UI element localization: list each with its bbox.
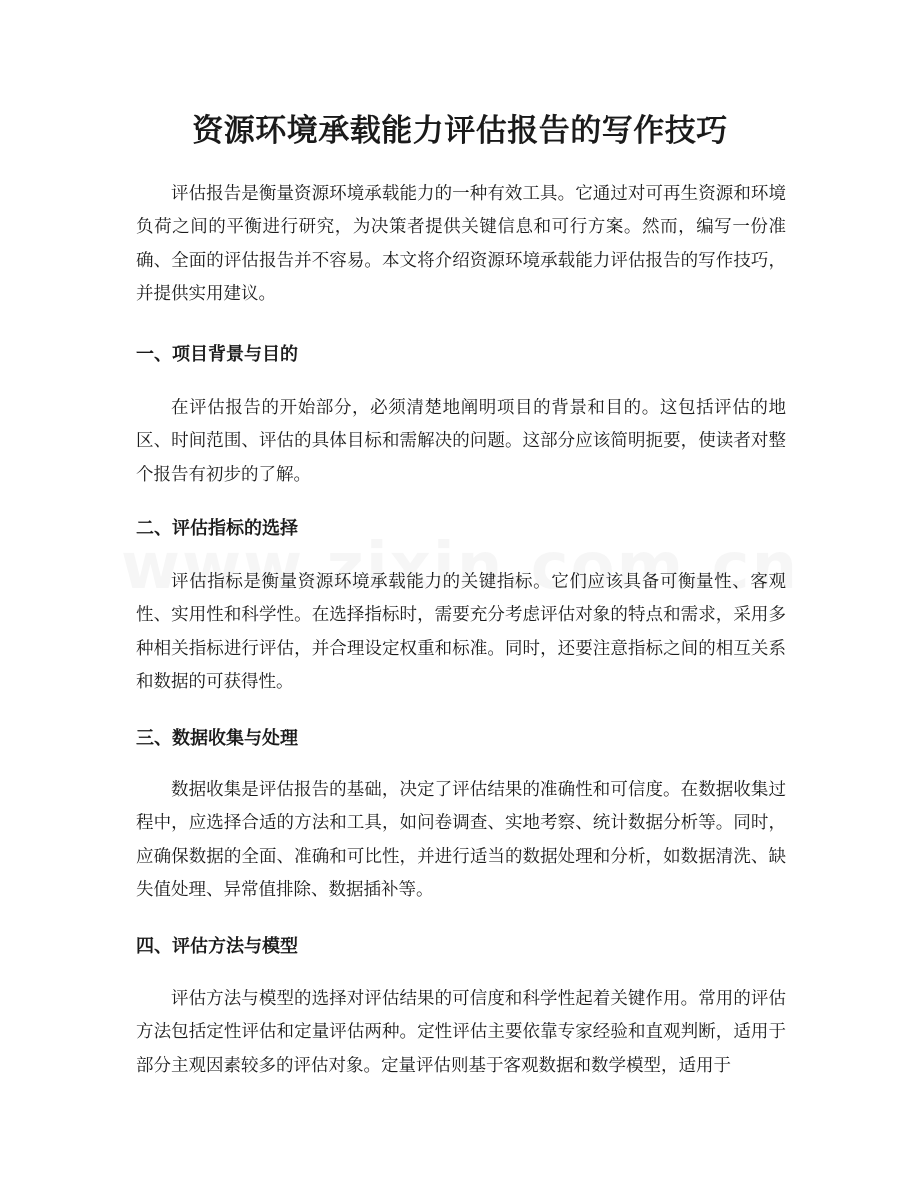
section-heading-background: 一、项目背景与目的	[136, 344, 298, 365]
page-title: 资源环境承载能力评估报告的写作技巧	[192, 113, 728, 149]
section-paragraph-data: 数据收集是评估报告的基础，决定了评估结果的准确性和可信度。在数据收集过程中，应选择合适的方法和工具，如问卷调查、实地考察、统计数据分析等。同时，应确保数据的全面、准确和可比性，并进行适当的数据处理和分析，如数据清洗、缺失值处理、异常值排除、数据插补等。	[136, 780, 786, 900]
section-heading-data: 三、数据收集与处理	[136, 728, 298, 749]
intro-paragraph: 评估报告是衡量资源环境承载能力的一种有效工具。它通过对可再生资源和环境负荷之间的平衡进行研究，为决策者提供关键信息和可行方案。然而，编写一份准确、全面的评估报告并不容易。本文将介绍资源环境承载能力评估报告的写作技巧，并提供实用建议。	[136, 184, 786, 304]
section-heading-methods: 四、评估方法与模型	[136, 936, 298, 957]
section-paragraph-background: 在评估报告的开始部分，必须清楚地阐明项目的背景和目的。这包括评估的地区、时间范围、评估的具体目标和需解决的问题。这部分应该简明扼要，使读者对整个报告有初步的了解。	[136, 398, 786, 485]
section-paragraph-indicators: 评估指标是衡量资源环境承载能力的关键指标。它们应该具备可衡量性、客观性、实用性和科学性。在选择指标时，需要充分考虑评估对象的特点和需求，采用多种相关指标进行评估，并合理设定权重和标准。同时，还要注意指标之间的相互关系和数据的可获得性。	[136, 572, 786, 692]
section-heading-indicators: 二、评估指标的选择	[136, 518, 298, 539]
section-paragraph-methods: 评估方法与模型的选择对评估结果的可信度和科学性起着关键作用。常用的评估方法包括定性评估和定量评估两种。定性评估主要依靠专家经验和直观判断，适用于部分主观因素较多的评估对象。定量评估则基于客观数据和数学模型，适用于	[136, 989, 786, 1076]
